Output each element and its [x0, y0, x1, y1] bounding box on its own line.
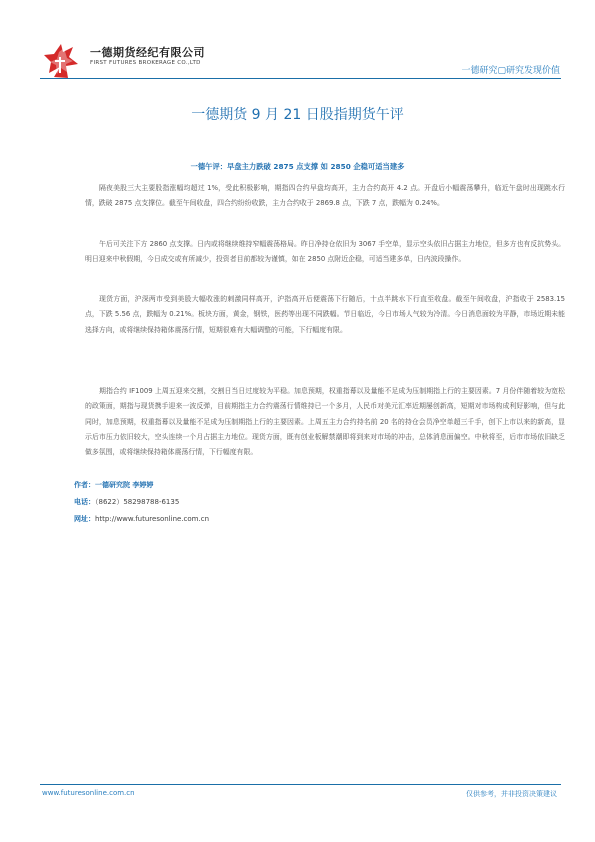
website-line [74, 514, 209, 524]
author-value: 一德研究院 李婷婷 [95, 481, 154, 489]
first-futures-logo-icon [40, 40, 82, 82]
paragraph-opening: 隔夜美股三大主要股指涨幅均超过 1%，受此积极影响，期指四合约早盘均高开，主力合约高开 4.2 点。开盘后小幅震荡攀升，临近午盘时出现跳水行情，跌破 2875 点支撑位。截至午间收盘，四合约纷纷收跌，主力合约收于 2869.8 点，下跌 7 点，跌幅为 0.24%。 [85, 184, 565, 208]
paragraph-contract-analysis: 期指合约 IF1009 上周五迎来交割，交割日当日过度较为平稳。加息预期，权重指幕以及量能不足成为压制期指上行的主要因素。7 月份伴随着较为宽松的政策面，期指与现货携手迎来一波反弹，目前期指主力合约震荡行情维持已一个多月，人民币对美元汇率近期屡创新高，短期对市场构成利好影响，但与此同时，加息预期，权重指幕以及量能不足成为压制期指上行的主要因素。上周五主力合约持名前 20 名的持仓会员净空单超三千手，创下上市以来的新高，显示后市压力依旧较大，空头连续一个月占据主力地位。现货方面，既有创业板解禁潮即将到来对市场的冲击，总体消息面偏空。中秋将至，后市市场依旧缺乏做多氛围，或将继续保持箱体震荡行情，下行幅度有限。 [85, 387, 565, 457]
header-divider [40, 78, 561, 79]
report-subtitle: 一德午评：早盘主力跌破 2875 点支撑 如 2850 企稳可适当建多 [190, 162, 405, 171]
footer-disclaimer: 仅供参考，并非投资决策建议 [466, 790, 557, 798]
footer-url-link[interactable]: www.futuresonline.com.cn [42, 789, 135, 797]
website-label: 网址： [74, 515, 95, 523]
author-label: 作者： [74, 481, 95, 489]
website-link[interactable]: http://www.futuresonline.com.cn [95, 515, 209, 523]
header-slogan: 一德研究▢研究发现价值 [461, 66, 560, 76]
company-name-en: FIRST FUTURES BROKERAGE CO.,LTD [90, 60, 201, 66]
phone-label: 电话： [74, 498, 95, 506]
footer-divider [40, 784, 561, 785]
phone-value: （8622）58298788-6135 [95, 498, 180, 506]
paragraph-spot-market: 现货方面，沪深两市受到美股大幅收涨的刺激同样高开，沪指高开后便震荡下行随后，十点半跳水下行直至收盘。截至午间收盘，沪指收于 2583.15 点，下跌 5.56 点，跌幅为 0.21%。板块方面，黄金，钢铁，医药等出现不同跌幅。节日临近，今日市场人气较为冷清。今日消息面较为平静，市场近期未能选择方向，或将继续保持箱体震荡行情，短期很难有大幅调整的可能，下行幅度有限。 [85, 295, 565, 334]
company-name-cn: 一德期货经纪有限公司 [90, 46, 205, 59]
phone-line [74, 497, 179, 507]
author-line [74, 480, 153, 490]
paragraph-outlook: 午后可关注下方 2860 点支撑。日内或将继续维持窄幅震荡格局。昨日净持仓依旧为 3067 手空单，显示空头依旧占据主力地位，但多方也有反抗势头。明日迎来中秋假期，今日成交或有所减少，投资者目前都较为谨慎，如在 2850 点附近企稳，可适当建多单，日内波段操作。 [85, 240, 565, 264]
report-title: 一德期货 9 月 21 日股指期货午评 [191, 107, 404, 123]
